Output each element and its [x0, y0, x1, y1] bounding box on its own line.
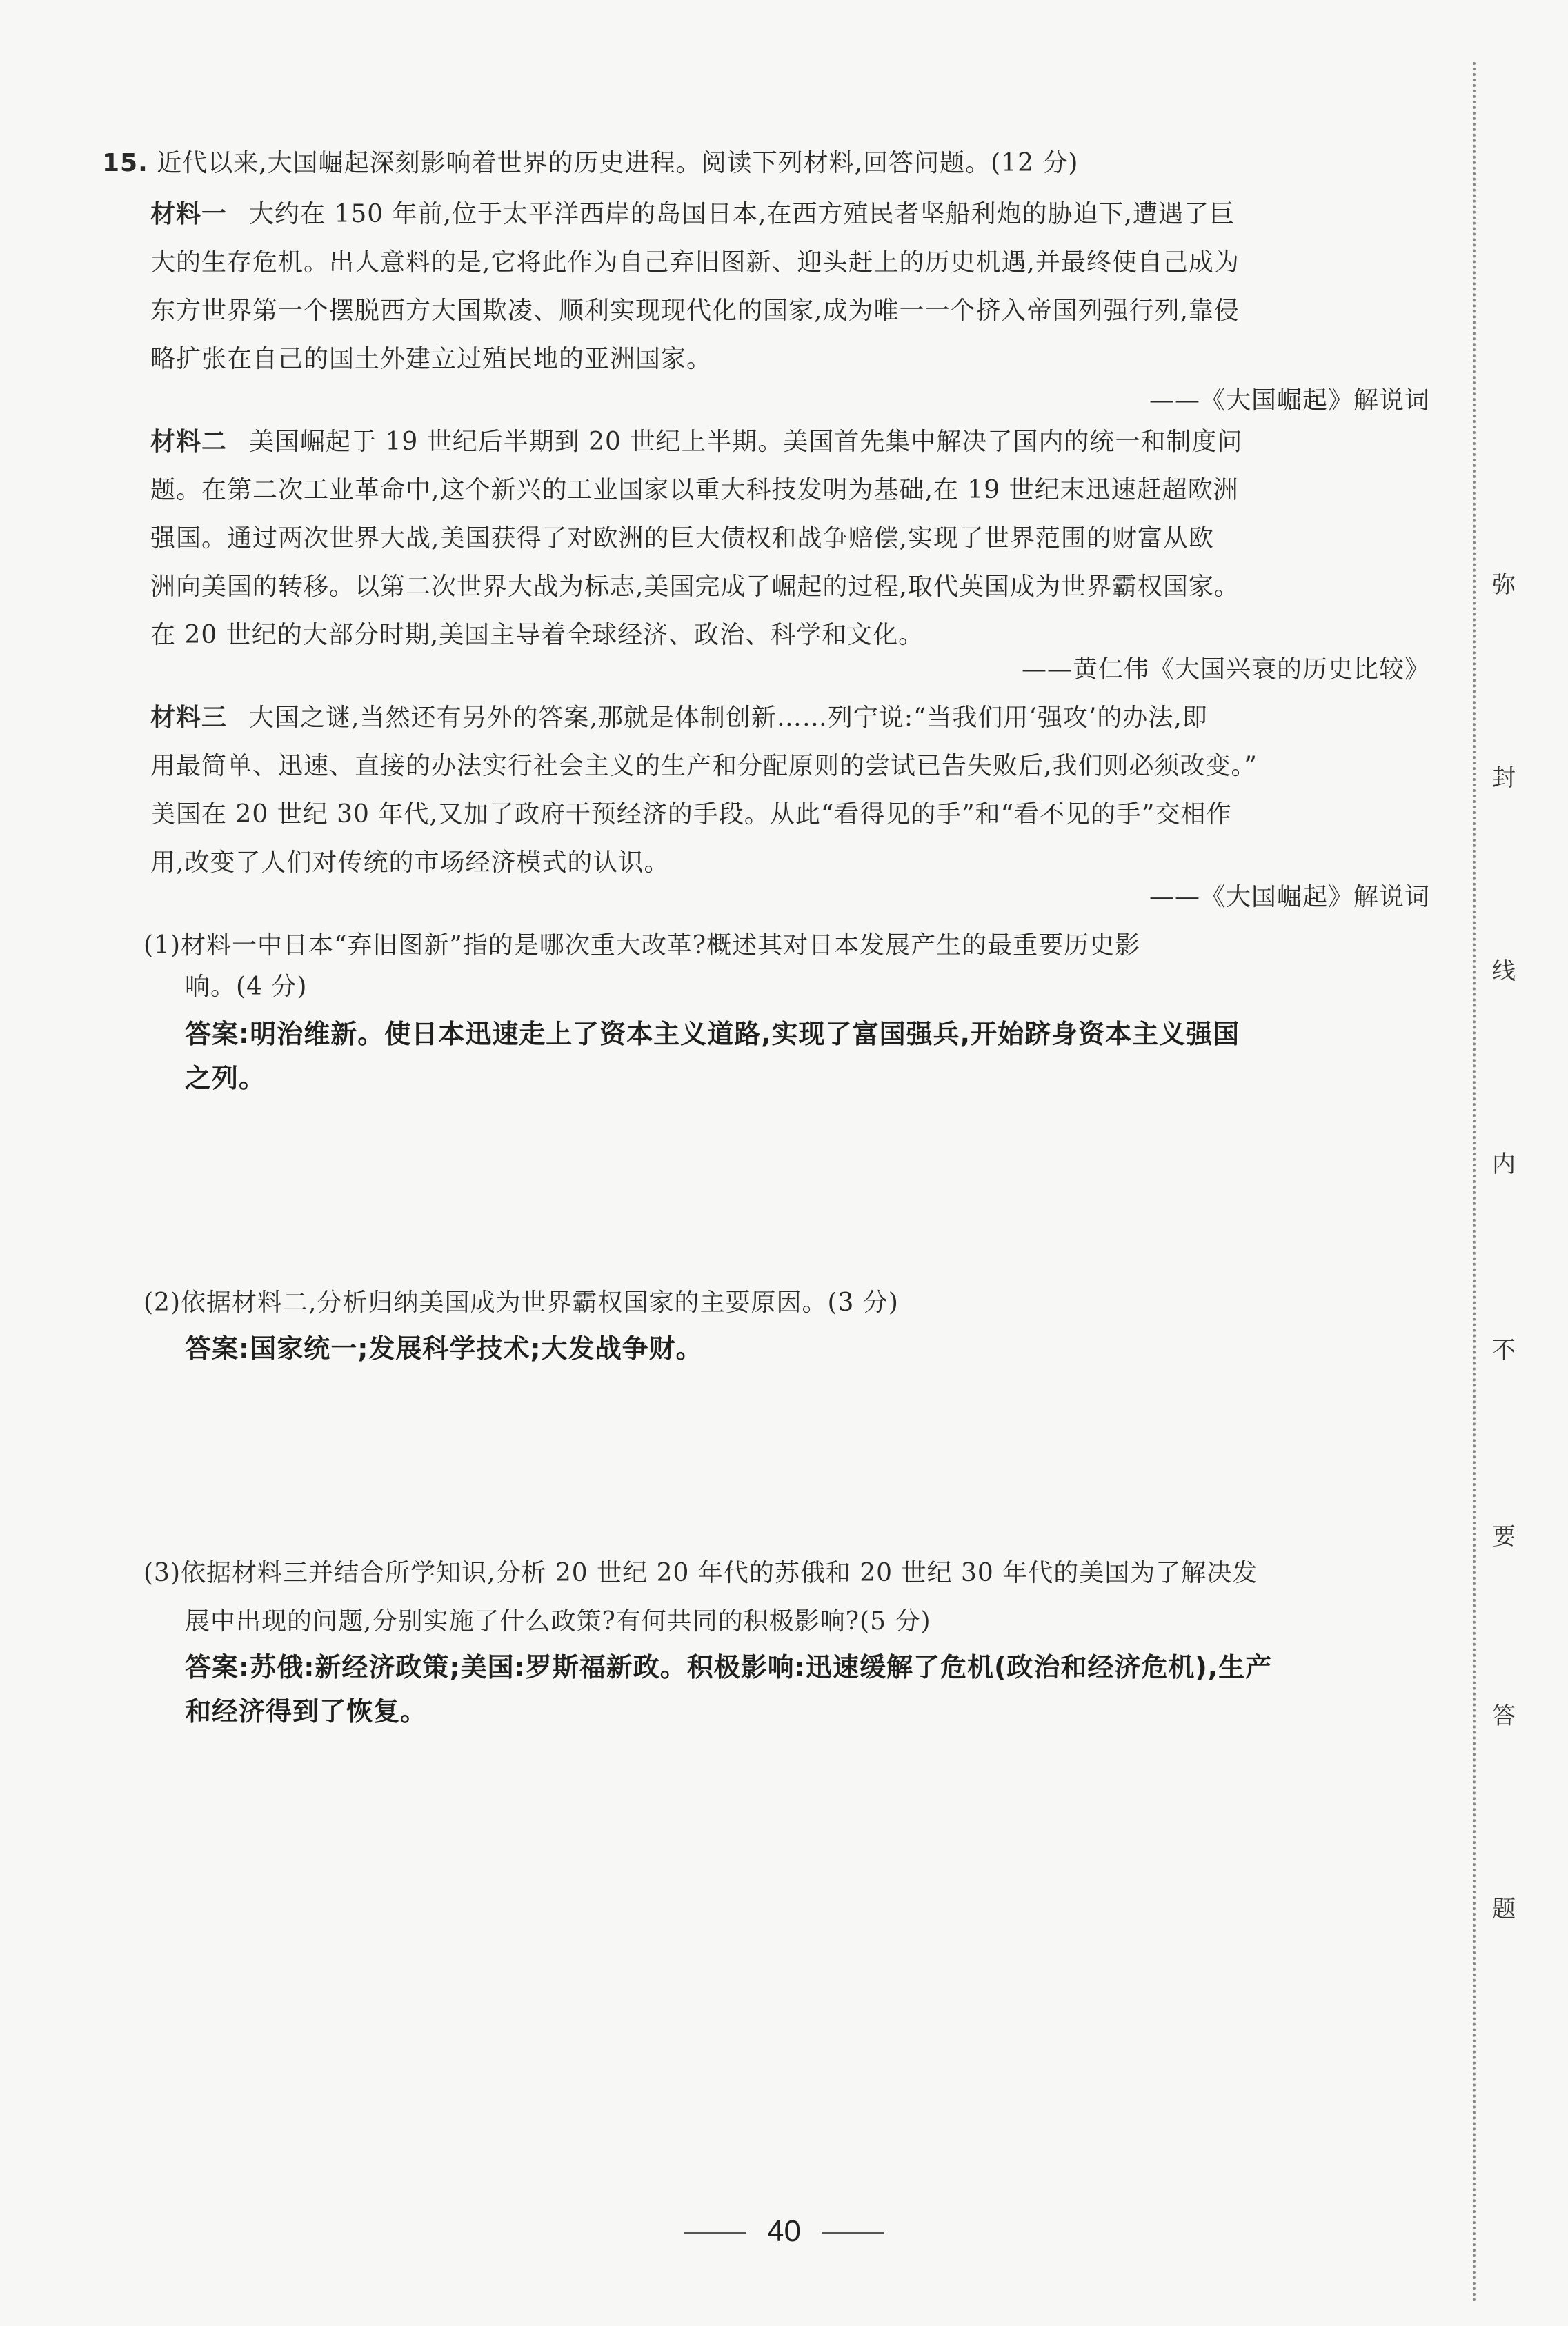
material-3-source: ——《大国崛起》解说词	[1149, 883, 1430, 911]
material-2-line-4: 洲向美国的转移。以第二次世界大战为标志,美国完成了崛起的过程,取代英国成为世界霸权国家。	[150, 573, 1240, 601]
subquestion-1-answer-line-1: 答案:明治维新。使日本迅速走上了资本主义道路,实现了富国强兵,开始跻身资本主义强国	[185, 1019, 1240, 1049]
subquestion-1-line-2: 响。(4 分)	[185, 973, 308, 1001]
question-number: 15.	[102, 149, 148, 177]
material-1-line-2: 大的生存危机。出人意料的是,它将此作为自己弃旧图新、迎头赶上的历史机遇,并最终使自己成为	[150, 248, 1240, 277]
material-2-line-1	[150, 425, 1242, 459]
binding-dotted-line	[1473, 62, 1476, 2304]
material-1-line-4: 略扩张在自己的国土外建立过殖民地的亚洲国家。	[150, 345, 713, 373]
footer-dash-left	[684, 2232, 746, 2234]
material-3-line-3: 美国在 20 世纪 30 年代,又加了政府干预经济的手段。从此“看得见的手”和“看不见的手”交相作	[150, 800, 1232, 828]
question-stem	[102, 146, 1078, 181]
material-1-label: 材料一	[150, 200, 228, 228]
margin-char-2: 封	[1492, 764, 1516, 792]
material-1-line-3: 东方世界第一个摆脱西方大国欺凌、顺利实现现代化的国家,成为唯一一个挤入帝国列强行列,靠侵	[150, 297, 1240, 325]
material-3-line-2: 用最简单、迅速、直接的办法实行社会主义的生产和分配原则的尝试已告失败后,我们则必须改变。”	[150, 752, 1258, 780]
subquestion-3-answer-line-2: 和经济得到了恢复。	[185, 1696, 428, 1727]
margin-char-1: 弥	[1492, 571, 1516, 599]
subquestion-1-line-1: (1)材料一中日本“弃旧图新”指的是哪次重大改革?概述其对日本发展产生的最重要历史影	[143, 931, 1141, 960]
material-2-text: 美国崛起于 19 世纪后半期到 20 世纪上半期。美国首先集中解决了国内的统一和制度问	[249, 428, 1243, 456]
material-2-line-2: 题。在第二次工业革命中,这个新兴的工业国家以重大科技发明为基础,在 19 世纪末迅速赶超欧洲	[150, 476, 1239, 504]
material-1-source: ——《大国崛起》解说词	[1149, 386, 1430, 415]
margin-char-4: 内	[1492, 1151, 1516, 1178]
material-1-line-1	[150, 197, 1235, 232]
margin-char-3: 线	[1492, 957, 1516, 985]
subquestion-2-answer-line-1: 答案:国家统一;发展科学技术;大发战争财。	[185, 1333, 703, 1364]
material-3-line-1	[150, 701, 1208, 735]
material-3-text: 大国之谜,当然还有另外的答案,那就是体制创新……列宁说:“当我们用‘强攻’的办法,即	[249, 704, 1208, 732]
margin-char-8: 题	[1492, 1896, 1516, 1923]
margin-char-5: 不	[1492, 1337, 1516, 1364]
material-3-line-4: 用,改变了人们对传统的市场经济模式的认识。	[150, 848, 670, 877]
question-stem-text: 近代以来,大国崛起深刻影响着世界的历史进程。阅读下列材料,回答问题。(12 分)	[157, 149, 1079, 177]
material-2-label: 材料二	[150, 428, 228, 456]
page-footer	[0, 2214, 1568, 2249]
subquestion-3-answer-line-1: 答案:苏俄:新经济政策;美国:罗斯福新政。积极影响:迅速缓解了危机(政治和经济危机),生产	[185, 1652, 1273, 1682]
material-2-source: ——黄仁伟《大国兴衰的历史比较》	[1021, 655, 1430, 684]
margin-char-7: 答	[1492, 1702, 1516, 1730]
material-1-text: 大约在 150 年前,位于太平洋西岸的岛国日本,在西方殖民者坚船利炮的胁迫下,遭遇了巨	[249, 200, 1235, 228]
material-3-label: 材料三	[150, 704, 228, 732]
page-number: 40	[767, 2214, 801, 2248]
subquestion-3-line-1: (3)依据材料三并结合所学知识,分析 20 世纪 20 年代的苏俄和 20 世纪 30 年代的美国为了解决发	[143, 1559, 1258, 1587]
subquestion-2-line-1: (2)依据材料二,分析归纳美国成为世界霸权国家的主要原因。(3 分)	[143, 1289, 899, 1317]
material-2-line-5: 在 20 世纪的大部分时期,美国主导着全球经济、政治、科学和文化。	[150, 621, 924, 649]
material-2-line-3: 强国。通过两次世界大战,美国获得了对欧洲的巨大债权和战争赔偿,实现了世界范围的财富从欧	[150, 524, 1214, 553]
margin-char-6: 要	[1492, 1523, 1516, 1551]
subquestion-1-answer-line-2: 之列。	[185, 1063, 266, 1093]
footer-dash-right	[822, 2232, 884, 2234]
subquestion-3-line-2: 展中出现的问题,分别实施了什么政策?有何共同的积极影响?(5 分)	[185, 1607, 931, 1636]
